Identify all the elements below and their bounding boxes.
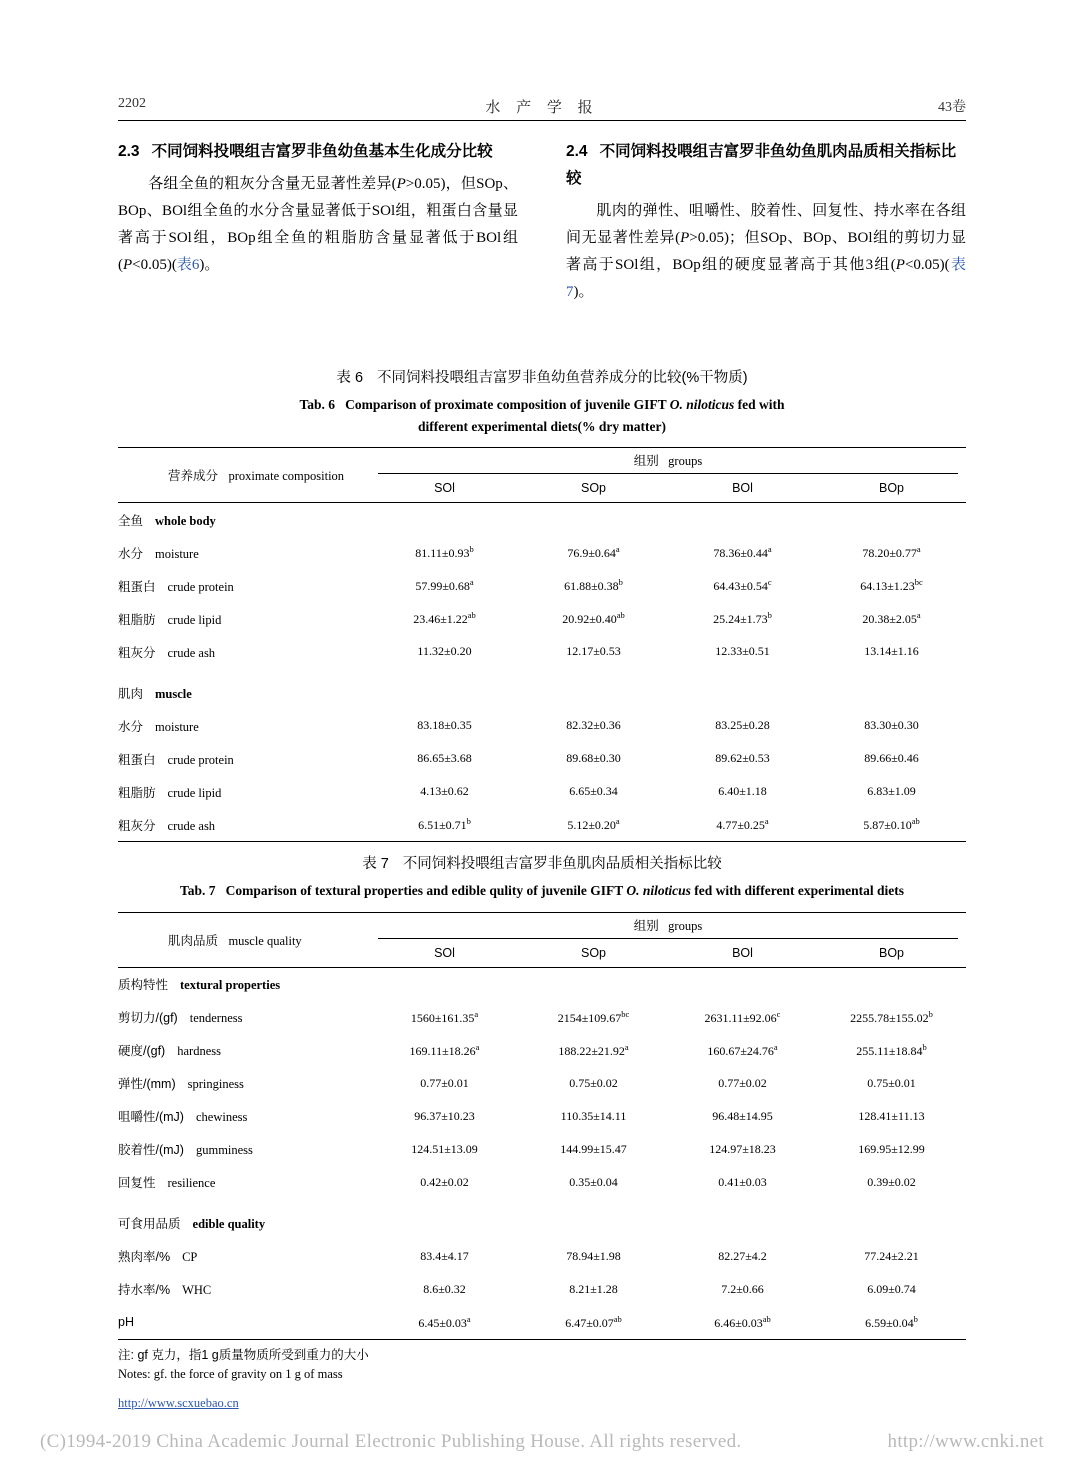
section-heading-2-3 <box>118 138 518 165</box>
row-label-cn: 可食用品质 <box>118 1217 181 1232</box>
cell: 81.11±0.93$^b$ <box>415 544 474 561</box>
row-label-en: moisture <box>155 719 199 734</box>
row-label-en: muscle <box>155 686 192 701</box>
table7-col-bop: BOp <box>878 945 904 960</box>
row-label-en: whole body <box>155 513 216 528</box>
cell: 57.99±0.68$^a$ <box>415 577 474 594</box>
table6-col-bol: BOl <box>732 481 753 496</box>
table-row <box>118 1166 966 1199</box>
cell: 89.66±0.46 <box>864 751 919 766</box>
section-title: 不同饲料投喂组吉富罗非鱼幼鱼肌肉品质相关指标比较 <box>566 143 957 188</box>
row-label-cn: 粗脂肪 <box>118 612 156 627</box>
table6-col-sop: SOp <box>580 481 606 496</box>
row-label-cn: 质构特性 <box>118 978 169 993</box>
cell: 96.37±10.23 <box>414 1108 475 1123</box>
cell: 4.77±0.25$^a$ <box>668 808 817 842</box>
cell <box>370 1199 519 1240</box>
cell: 89.68±0.30 <box>566 751 621 766</box>
cell: 8.6±0.32 <box>423 1281 466 1296</box>
table-row <box>118 1100 966 1133</box>
table6-stub-cn: 营养成分 <box>168 469 219 484</box>
table7-label-en: Tab. 7 <box>179 883 216 898</box>
table6-title-en-c: fed with <box>734 397 785 412</box>
cell: 82.27±4.2 <box>718 1248 767 1263</box>
table-row <box>118 1034 966 1067</box>
row-label-en: tenderness <box>189 1011 243 1026</box>
row-label-cn: 剪切力/(gf) <box>118 1011 178 1026</box>
copyright-text: (C)1994-2019 China Academic Journal Electronic Publishing House. All rights reserved. <box>40 1431 742 1452</box>
cell: 6.47±0.07$^{ab}$ <box>519 1306 668 1340</box>
row-label-cn: 弹性/(mm) <box>118 1077 176 1092</box>
column-right <box>566 138 966 306</box>
cell <box>519 967 668 1001</box>
table6-col-sol: SOl <box>434 481 455 496</box>
cell: 11.32±0.20 <box>417 644 472 659</box>
cell: 128.41±11.13 <box>858 1108 925 1123</box>
cell: 2631.11±92.06$^c$ <box>704 1008 781 1025</box>
table-row <box>118 1199 966 1240</box>
table7-col-bol: BOl <box>732 945 753 960</box>
row-label-en: crude protein <box>167 752 234 767</box>
cell: 12.33±0.51 <box>715 644 770 659</box>
cell: 6.46±0.03$^{ab}$ <box>668 1306 817 1340</box>
cell: 0.77±0.02 <box>718 1075 767 1090</box>
row-label-cn: 水分 <box>118 719 144 734</box>
cell: 124.51±13.09 <box>411 1141 478 1156</box>
table7-group-cn: 组别 <box>633 918 659 933</box>
table-row <box>118 709 966 742</box>
row-label-cn: 熟肉率/% <box>118 1250 171 1265</box>
row-label-en: hardness <box>177 1044 221 1059</box>
cell: 0.75±0.02 <box>569 1075 618 1090</box>
row-label-cn: 粗蛋白 <box>118 579 156 594</box>
row-label-cn: 粗灰分 <box>118 818 156 833</box>
table-row <box>118 569 966 602</box>
table-row <box>118 668 966 709</box>
table6-label-en: Tab. 6 <box>299 397 335 412</box>
cell: 6.59±0.04$^b$ <box>817 1306 966 1340</box>
cell: 23.46±1.22$^{ab}$ <box>413 610 476 627</box>
table7-note-en: Notes: gf. the force of gravity on 1 g of mass <box>118 1366 343 1381</box>
cell <box>668 1199 817 1240</box>
cell: 110.35±14.11 <box>560 1108 627 1123</box>
row-label-en: chewiness <box>195 1110 248 1125</box>
row-label-cn: 全鱼 <box>118 513 144 528</box>
row-label-en: resilience <box>167 1176 216 1191</box>
row-label-cn: 持水率/% <box>118 1283 171 1298</box>
cell <box>519 503 668 537</box>
cell: 78.36±0.44$^a$ <box>713 544 772 561</box>
table-row <box>118 1306 966 1340</box>
table7-label-cn: 表 7 <box>362 856 389 872</box>
row-label-cn: 粗脂肪 <box>118 785 156 800</box>
table7-title-cn: 不同饲料投喂组吉富罗非鱼肌肉品质相关指标比较 <box>402 856 722 872</box>
table-row <box>118 808 966 842</box>
table7-note-cn: 注: gf 克力，指1 g质量物质所受到重力的大小 <box>118 1347 369 1362</box>
section-heading-2-4 <box>566 138 966 192</box>
table6-caption-cn <box>118 366 966 387</box>
table-row <box>118 1067 966 1100</box>
cell: 20.38±2.05$^a$ <box>862 610 921 627</box>
cell: 2255.78±155.02$^b$ <box>850 1008 933 1025</box>
cell: 6.09±0.74 <box>867 1281 916 1296</box>
cell: 6.40±1.18 <box>718 784 767 799</box>
cell: 188.22±21.92$^a$ <box>558 1041 629 1058</box>
cell: 160.67±24.76$^a$ <box>707 1041 778 1058</box>
table6-species-name: O. niloticus <box>669 397 735 412</box>
row-label-cn: 粗灰分 <box>118 645 156 660</box>
column-left <box>118 138 518 279</box>
cell: 89.62±0.53 <box>715 751 770 766</box>
cell: 13.14±1.16 <box>864 644 919 659</box>
cell <box>817 967 966 1001</box>
row-label-cn: 硬度/(gf) <box>118 1044 166 1059</box>
cell: 83.4±4.17 <box>420 1248 469 1263</box>
table7-caption-cn <box>118 852 966 873</box>
table6-header-row-group <box>118 448 966 475</box>
page-number: 2202 <box>118 96 146 111</box>
cell: 64.13±1.23$^{bc}$ <box>860 577 923 594</box>
cell: 4.13±0.62 <box>420 784 469 799</box>
table-row <box>118 1001 966 1034</box>
table7-reference-link[interactable]: 表7 <box>566 257 966 301</box>
table6-group-en: groups <box>668 454 703 469</box>
row-label-en: crude lipid <box>167 612 222 627</box>
cell: 0.75±0.01 <box>867 1075 916 1090</box>
table7-title-en-a: Comparison of textural properties and edible qulity of juvenile GIFT <box>225 883 627 898</box>
cell <box>370 967 519 1001</box>
table6-stub-en: proximate composition <box>228 469 345 484</box>
row-label-en: crude lipid <box>167 785 222 800</box>
cell <box>668 967 817 1001</box>
row-label-en: gumminess <box>195 1143 253 1158</box>
table7-stub-header <box>118 912 370 967</box>
cell: 0.35±0.04 <box>569 1174 618 1189</box>
row-label-cn: 水分 <box>118 546 144 561</box>
cell: 83.30±0.30 <box>864 718 919 733</box>
cell: 1560±161.35$^a$ <box>410 1008 479 1025</box>
table6-block <box>118 366 966 842</box>
table7-col-sol: SOl <box>434 945 455 960</box>
section-number: 2.4 <box>566 143 588 160</box>
cnki-link[interactable]: http://www.cnki.net <box>887 1431 1044 1452</box>
cell: 86.65±3.68 <box>417 751 472 766</box>
cell: 5.87±0.10$^{ab}$ <box>817 808 966 842</box>
cell: 7.2±0.66 <box>721 1281 764 1296</box>
volume-label: 43卷 <box>938 100 966 115</box>
table7-group-header <box>370 912 966 939</box>
table6-group-cn: 组别 <box>633 454 659 469</box>
cell: 61.88±0.38$^b$ <box>564 577 623 594</box>
journal-website-link[interactable]: http://www.scxuebao.cn <box>118 1396 239 1410</box>
row-label-cn: 肌肉 <box>118 686 144 701</box>
cell: 82.32±0.36 <box>566 718 621 733</box>
table7-caption-en <box>118 880 966 902</box>
cell: 0.42±0.02 <box>420 1174 469 1189</box>
journal-title: 水 产 学 报 <box>485 100 599 116</box>
cell: 20.92±0.40$^{ab}$ <box>562 610 625 627</box>
paragraph-2-3: 各组全鱼的粗灰分含量无显著性差异(P>0.05)，但SOp、BOp、BOl组全鱼的水分含量显著低于SOl组，粗蛋白含量显著高于SOl组，BOp组全鱼的粗脂肪含量显著低于BOl组 (P<0.05)(表6)。 <box>118 176 518 274</box>
cell: 8.21±1.28 <box>569 1281 618 1296</box>
cell: 78.20±0.77$^a$ <box>862 544 921 561</box>
cell: 169.95±12.99 <box>858 1141 925 1156</box>
table6-title-en-line2: different experimental diets(% dry matter) <box>418 418 666 434</box>
cell: 0.41±0.03 <box>718 1174 767 1189</box>
table7-stub-cn: 肌肉品质 <box>168 933 219 948</box>
cell <box>370 668 519 709</box>
cell: 0.77±0.01 <box>420 1075 469 1090</box>
table7 <box>118 912 966 1340</box>
header-divider <box>118 120 966 121</box>
row-label-en: crude protein <box>167 579 234 594</box>
row-label-en: textural properties <box>180 978 281 993</box>
cell: 169.11±18.26$^a$ <box>409 1041 480 1058</box>
table-row <box>118 635 966 668</box>
row-label-en: edible quality <box>192 1217 266 1232</box>
row-label-en: crude ash <box>167 645 216 660</box>
row-label-cn: 胶着性/(mJ) <box>118 1143 184 1158</box>
row-label-en: moisture <box>155 546 199 561</box>
cell: 5.12±0.20$^a$ <box>519 808 668 842</box>
table-row <box>118 775 966 808</box>
cell: 6.65±0.34 <box>569 784 618 799</box>
table6-title-en-a: Comparison of proximate composition of juvenile GIFT <box>345 397 670 412</box>
cell: 64.43±0.54$^c$ <box>713 577 772 594</box>
table7-notes <box>118 1346 966 1385</box>
cell: 78.94±1.98 <box>566 1248 621 1263</box>
table7-header-row-group <box>118 912 966 939</box>
cell: 77.24±2.21 <box>864 1248 919 1263</box>
table-row <box>118 503 966 537</box>
cell: 0.39±0.02 <box>867 1174 916 1189</box>
cell: 6.51±0.71$^b$ <box>370 808 519 842</box>
cell <box>817 503 966 537</box>
section-number: 2.3 <box>118 143 140 160</box>
section-title: 不同饲料投喂组吉富罗非鱼幼鱼基本生化成分比较 <box>151 143 493 160</box>
table6-caption-en <box>118 394 966 437</box>
cell: 76.9±0.64$^a$ <box>567 544 620 561</box>
row-label-cn: 粗蛋白 <box>118 752 156 767</box>
cell: 83.25±0.28 <box>715 718 770 733</box>
table6-col-bop: BOp <box>878 481 904 496</box>
cell: 6.45±0.03$^a$ <box>370 1306 519 1340</box>
cell: 2154±109.67$^{bc}$ <box>557 1008 630 1025</box>
cell <box>668 668 817 709</box>
cell <box>817 668 966 709</box>
cell: 12.17±0.53 <box>566 644 621 659</box>
table-row <box>118 967 966 1001</box>
table-row <box>118 1273 966 1306</box>
row-label-en: CP <box>182 1250 198 1265</box>
table6-title-cn: 不同饲料投喂组吉富罗非鱼幼鱼营养成分的比较(%干物质) <box>377 370 748 386</box>
cell <box>519 668 668 709</box>
cell <box>370 503 519 537</box>
row-label-cn: pH <box>118 1314 134 1329</box>
table6-group-header <box>370 448 966 475</box>
table6-label-cn: 表 6 <box>336 370 364 386</box>
table7-col-sop: SOp <box>580 945 606 960</box>
row-label-cn: 回复性 <box>118 1176 156 1191</box>
table7-stub-en: muscle quality <box>228 933 302 948</box>
paragraph-2-4: 肌肉的弹性、咀嚼性、胶着性、回复性、持水率在各组间无显著性差异(P>0.05)；但SOp、BOp、BOl组的剪切力显著高于SOl组，BOp组的硬度显著高于其他3组(P<0.05)(表7)。 <box>566 203 966 301</box>
row-label-en: springiness <box>187 1077 244 1092</box>
table-row <box>118 1240 966 1273</box>
cell: 25.24±1.73$^b$ <box>713 610 772 627</box>
table6-stub-header <box>118 448 370 503</box>
copyright-bar <box>40 1431 1044 1453</box>
body-columns <box>118 138 966 306</box>
cell: 144.99±15.47 <box>560 1141 627 1156</box>
table-row <box>118 536 966 569</box>
cell: 96.48±14.95 <box>712 1108 773 1123</box>
table-row <box>118 1133 966 1166</box>
table7-title-en-c: fed with different experimental diets <box>690 883 905 898</box>
cell: 124.97±18.23 <box>709 1141 776 1156</box>
row-label-en: crude ash <box>167 818 216 833</box>
row-label-cn: 咀嚼性/(mJ) <box>118 1110 184 1125</box>
table6-reference-link[interactable]: 表6 <box>176 257 200 274</box>
table7-group-en: groups <box>668 918 703 933</box>
cell: 255.11±18.84$^b$ <box>856 1041 927 1058</box>
table-row <box>118 742 966 775</box>
table-row <box>118 602 966 635</box>
table6 <box>118 447 966 842</box>
row-label-en: WHC <box>182 1283 212 1298</box>
cell <box>668 503 817 537</box>
table7-block <box>118 852 966 1384</box>
table7-species-name: O. niloticus <box>626 883 691 898</box>
cell <box>519 1199 668 1240</box>
cell <box>817 1199 966 1240</box>
cell: 83.18±0.35 <box>417 718 472 733</box>
cell: 6.83±1.09 <box>867 784 916 799</box>
